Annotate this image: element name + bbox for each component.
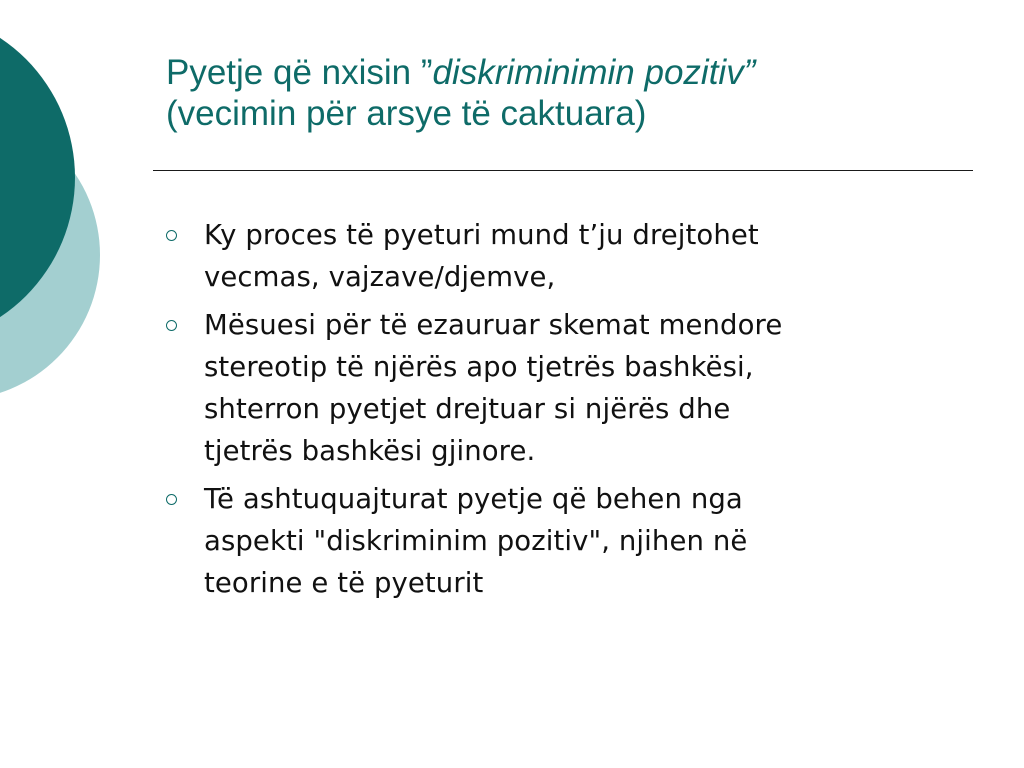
title-divider bbox=[153, 170, 973, 171]
hollow-circle-icon bbox=[166, 494, 177, 505]
title-part-2: (vecimin për arsye të caktuara) bbox=[166, 94, 647, 133]
slide-title bbox=[166, 52, 986, 134]
bullet-text: Mësuesi për të ezauruar skemat mendore stereotip të njërës apo tjetrës bashkësi, shterron pyetjet drejtuar si njërës dhe tjetrës bashkësi gjinore. bbox=[204, 309, 783, 467]
bullet-text: Ky proces të pyeturi mund t’ju drejtohet vecmas, vajzave/djemve, bbox=[204, 219, 759, 293]
title-emphasis: diskriminimin pozitiv” bbox=[432, 53, 756, 92]
hollow-circle-icon bbox=[166, 230, 177, 241]
bullet-text: Të ashtuquajturat pyetje që behen nga aspekti "diskriminim pozitiv", njihen në teorine e të pyeturit bbox=[204, 483, 748, 599]
bullet-list bbox=[162, 214, 992, 610]
bullet-item bbox=[162, 214, 992, 298]
bullet-item bbox=[162, 478, 992, 604]
title-part-1: Pyetje që nxisin ” bbox=[166, 53, 433, 92]
hollow-circle-icon bbox=[166, 320, 177, 331]
bullet-item bbox=[162, 304, 992, 472]
